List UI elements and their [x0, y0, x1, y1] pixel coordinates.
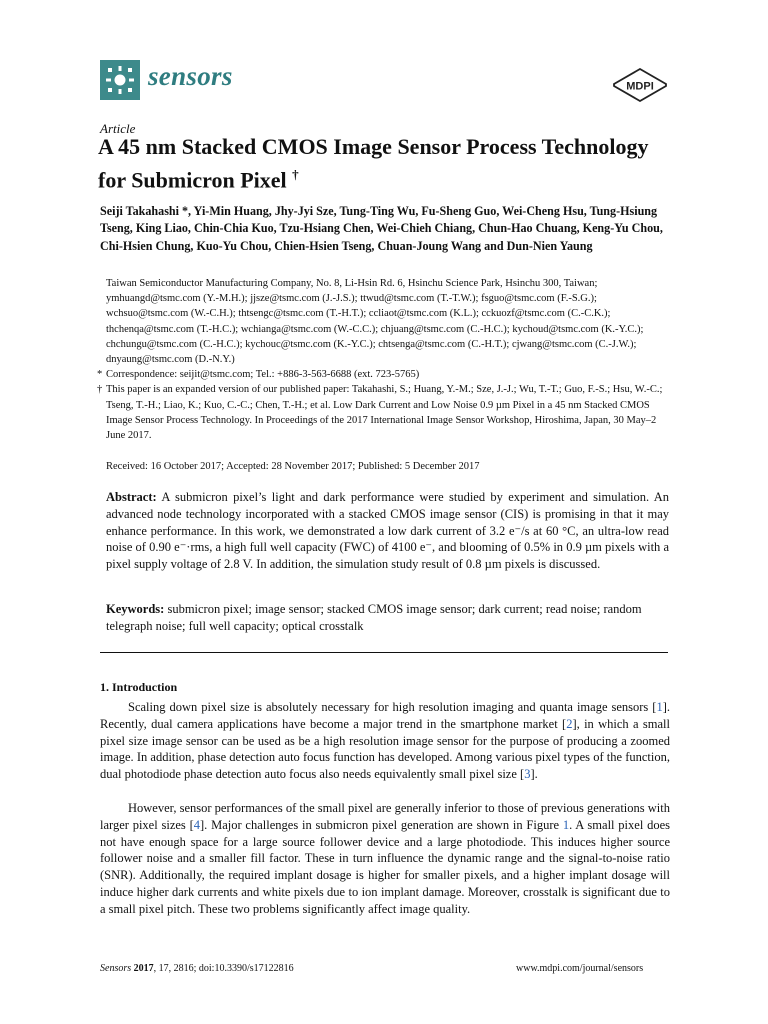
expanded-paper-note	[97, 382, 674, 443]
footer-doi: , 17, 2816; doi:10.3390/s17122816	[153, 963, 294, 974]
abstract-label: Abstract:	[106, 490, 157, 504]
footer-journal-url[interactable]: www.mdpi.com/journal/sensors	[516, 963, 644, 974]
affiliation-text: Taiwan Semiconductor Manufacturing Company, No. 8, Li-Hsin Rd. 6, Hsinchu Science Park, Hsinchu 300, Taiwan; ymhuangd@tsmc.com (Y.-M.H.); jjsze@tsmc.com (J.-J.S.); ttwud@tsmc.com (T.-T.W.); fsguo@tsmc.com (F.-S.G.); wchsuo@tsmc.com (W.-C.H.); thtsengc@tsmc.com (T.-H.T.); ccliaot@tsmc.com (K.L.); cckuozf@tsmc.com (C.-C.K.); thchenqa@tsmc.com (T.-H.C.); wchianga@tsmc.com (W.-C.C.); chjuang@tsmc.com (C.-H.C.); kychoud@tsmc.com (K.-Y.C.); chchungu@tsmc.com (C.-H.C.); kychouc@tsmc.com (K.-Y.C.); chtsenga@tsmc.com (C.-H.T.); cjwang@tsmc.com (C.-J.W.); dnyaung@tsmc.com (D.-N.Y.)	[106, 278, 644, 366]
citation-link-1[interactable]: 1	[656, 700, 663, 714]
publication-dates: Received: 16 October 2017; Accepted: 28 November 2017; Published: 5 December 2017	[106, 461, 480, 472]
author-list: Seiji Takahashi *, Yi-Min Huang, Jhy-Jyi Sze, Tung-Ting Wu, Fu-Sheng Guo, Wei-Cheng Hsu, Tung-Hsiung Tseng, King Liao, Chin-Chia Kuo, Tzu-Hsiang Chen, Wei-Chieh Chiang, Chun-Hao Chuang, Keng-Yu Chou, Chi-Hsien Chung, Kuo-Yu Chou, Chien-Hsien Tseng, Chuan-Joung Wang and Dun-Nien Yaung	[100, 204, 663, 253]
figure-link-1[interactable]: 1	[562, 817, 570, 832]
section-heading-introduction: 1. Introduction	[100, 680, 178, 694]
citation-link-3[interactable]: 3	[524, 767, 531, 782]
correspondence-text: Correspondence: seijit@tsmc.com; Tel.: +886-3-563-6688 (ext. 723-5765)	[106, 369, 420, 381]
citation-link-2[interactable]: 2	[566, 716, 573, 731]
footer-journal: Sensors	[100, 963, 132, 974]
abstract	[106, 489, 669, 573]
article-type: Article	[100, 121, 136, 136]
correspondence-mark: *	[97, 369, 103, 381]
citation-link-4[interactable]: 4	[193, 817, 201, 832]
title-text: A 45 nm Stacked CMOS Image Sensor Process Technology for Submicron Pixel	[98, 134, 649, 193]
footer-year: 2017	[133, 963, 154, 974]
intro-paragraph-2: However, sensor performances of the small pixel are generally inferior to those of previous generations with larger pixel sizes [4]. Major challenges in submicron pixel generation are shown in Figure 1. A small pixel does not have enough space for a large source follower device and a large photodiode. This induces higher source follower noise and a smaller fill factor. These in turn influence the dynamic range and the signal-to-noise ratio (SNR). Additionally, the required implant dosage is higher for smaller pixels, and a higher implant dosage will induce higher dark currents and white pixels due to ion implant damage. Moreover, crosstalk is significant due to a small pixel pitch. These two problems significantly affect image quality.	[100, 801, 671, 916]
keywords-text: submicron pixel; image sensor; stacked CMOS image sensor; dark current; read noise; random telegraph noise; full well capacity; optical crosstalk	[106, 602, 642, 633]
correspondence-note	[97, 367, 674, 382]
title-footnote-mark: †	[292, 167, 299, 182]
journal-logo-icon	[100, 60, 140, 100]
journal-name: sensors	[148, 61, 233, 91]
intro-paragraph-1: Scaling down pixel size is absolutely necessary for high resolution imaging and quanta image sensors [1]. Recently, dual camera applications have become a major trend in the smartphone market [2], in which a small pixel size image sensor can be used as be a high resolution image sensor for the purpose of producing a zoomed image. In addition, phase detection auto focus function has developed. Among various pixel types of the function, dual photodiode phase detection auto focus also needs equivalently small pixel size [3].	[100, 700, 670, 782]
footer-citation	[100, 963, 294, 974]
mdpi-logo-text: MDPI	[626, 80, 654, 93]
section-divider	[100, 652, 668, 653]
keywords-label: Keywords:	[106, 602, 165, 616]
footnote-text: This paper is an expanded version of our published paper: Takahashi, S.; Huang, Y.-M.; Sze, J.-J.; Wu, T.-T.; Guo, F.-S.; Hsu, W.-C.; Tseng, T.-H.; Liao, K.; Kuo, C.-C.; Chen, T.-H.; et al. Low Dark Current and Low Noise 0.9 µm Pixel in a 45 nm Stacked CMOS Image Sensor Process Technology. In Proceedings of the 2017 International Image Sensor Workshop, Hiroshima, Japan, 30 May–2 June 2017.	[106, 384, 663, 442]
mdpi-logo-icon	[612, 68, 668, 102]
keywords	[106, 601, 669, 635]
footnote-mark: †	[97, 384, 103, 396]
affiliation-block	[97, 276, 674, 443]
abstract-text: A submicron pixel’s light and dark performance were studied by experiment and simulation. An advanced node technology incorporated with a stacked CMOS image sensor (CIS) is promising in that it may enhance performance. In this work, we demonstrated a low dark current of 3.2 e⁻/s at 60 °C, an ultra-low read noise of 0.90 e⁻·rms, a high full well capacity (FWC) of 4100 e⁻, and blooming of 0.5% in 0.9 µm pixels with a pixel supply voltage of 2.8 V. In addition, the simulation study result of 0.8 µm pixels is discussed.	[106, 490, 669, 572]
paper-title	[98, 133, 658, 194]
